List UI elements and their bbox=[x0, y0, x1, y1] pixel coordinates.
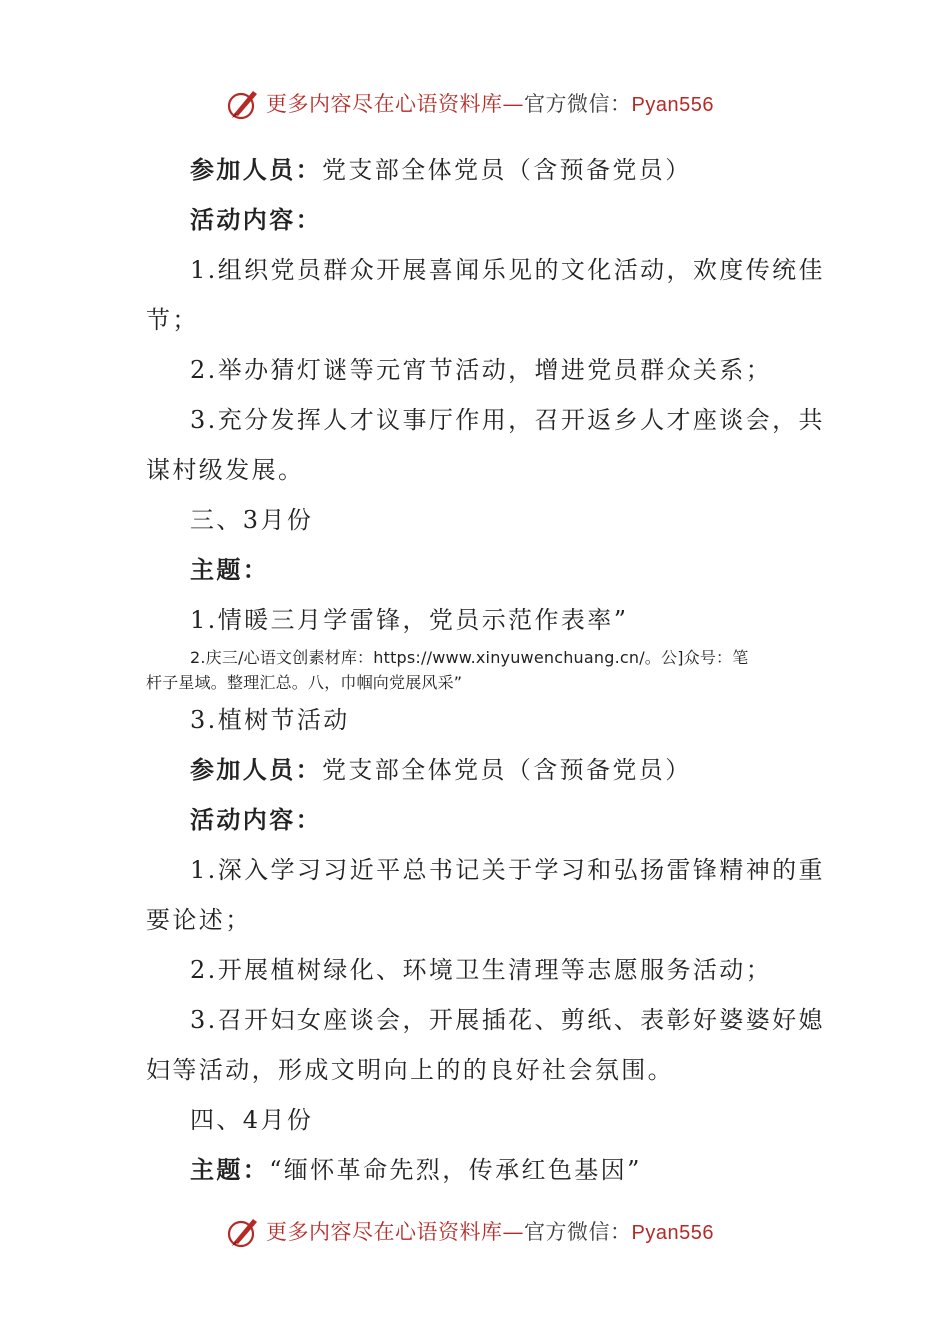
label-participants-2: 参加人员： bbox=[190, 755, 322, 784]
paragraph-item-3b: 3.召开妇女座谈会，开展插花、剪纸、表彰好婆婆好媳 bbox=[190, 1006, 825, 1034]
paragraph-item-1: 1.组织党员群众开展喜闻乐见的文化活动，欢度传统佳 bbox=[190, 256, 825, 284]
document-body bbox=[146, 145, 825, 1195]
banner-prefix: 更多内容尽在心语资料库— bbox=[266, 92, 524, 116]
theme-item-2-noise: 2.庆三/心语文创素材库：https://www.xinyuwenchuang.cn/。公]众号：笔 bbox=[190, 648, 749, 667]
text-theme-april: “缅怀革命先烈，传承红色基因” bbox=[269, 1156, 642, 1184]
paragraph-item-3b-cont: 妇等活动，形成文明向上的的良好社会氛围。 bbox=[146, 1056, 674, 1084]
banner-text bbox=[266, 88, 714, 118]
paragraph-item-1b: 1.深入学习习近平总书记关于学习和弘扬雷锋精神的重 bbox=[190, 856, 825, 884]
paragraph-item-2: 2.举办猜灯谜等元宵节活动，增进党员群众关系； bbox=[190, 356, 773, 384]
section-heading-march: 三、3月份 bbox=[190, 506, 314, 534]
quill-logo-icon bbox=[226, 1214, 262, 1250]
text-participants-2: 党支部全体党员（含预备党员） bbox=[322, 756, 692, 784]
paragraph-theme-april bbox=[146, 1145, 811, 1195]
theme-item-3: 3.植树节活动 bbox=[190, 706, 350, 734]
label-participants: 参加人员： bbox=[190, 155, 322, 184]
banner-text bbox=[266, 1216, 714, 1246]
paragraph-item-3-cont: 谋村级发展。 bbox=[146, 456, 305, 484]
banner-wechat-id: Pyan556 bbox=[631, 1222, 714, 1244]
footer-banner bbox=[0, 1206, 950, 1256]
banner-prefix: 更多内容尽在心语资料库— bbox=[266, 1220, 524, 1244]
paragraph-participants-2 bbox=[146, 745, 811, 795]
theme-item-1: 1.情暖三月学雷锋，党员示范作表率” bbox=[190, 606, 629, 634]
banner-wechat-label: 官方微信： bbox=[524, 1220, 632, 1244]
label-activity-content: 活动内容： bbox=[190, 205, 322, 234]
paragraph-item-1-cont: 节； bbox=[146, 306, 199, 334]
paragraph-item-1b-cont: 要论述； bbox=[146, 906, 252, 934]
quill-logo-icon bbox=[226, 86, 262, 122]
section-heading-april: 四、4月份 bbox=[190, 1106, 314, 1134]
banner-wechat-label: 官方微信： bbox=[524, 92, 632, 116]
label-theme: 主题： bbox=[190, 555, 270, 584]
theme-item-2-noise-cont: 杆子星域。整理汇总。八，巾帼向党展风采” bbox=[146, 673, 463, 692]
label-theme-april: 主题： bbox=[190, 1155, 270, 1184]
paragraph-item-3: 3.充分发挥人才议事厅作用，召开返乡人才座谈会，共 bbox=[190, 406, 825, 434]
paragraph-participants bbox=[146, 145, 811, 195]
text-participants: 党支部全体党员（含预备党员） bbox=[322, 156, 692, 184]
label-activity-content-2: 活动内容： bbox=[190, 805, 322, 834]
banner-wechat-id: Pyan556 bbox=[631, 94, 714, 116]
header-banner bbox=[0, 78, 950, 128]
paragraph-item-2b: 2.开展植树绿化、环境卫生清理等志愿服务活动； bbox=[190, 956, 773, 984]
